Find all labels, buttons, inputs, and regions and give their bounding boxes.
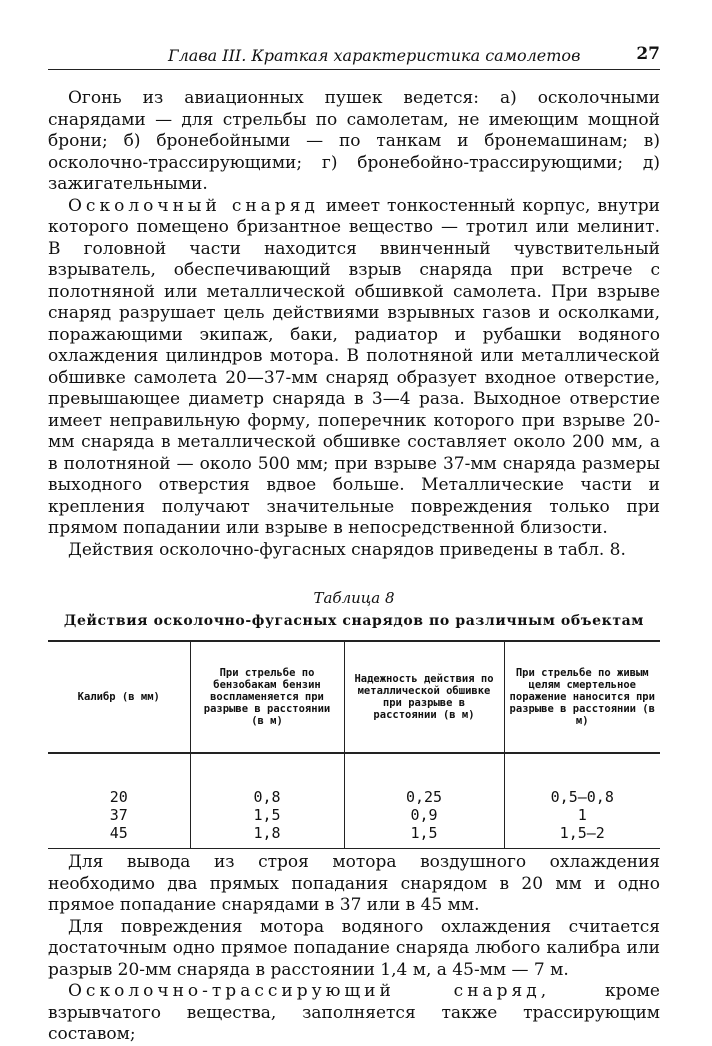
table-title: Действия осколочно-фугасных снарядов по различным объектам xyxy=(63,613,645,629)
page-number: 27 xyxy=(636,44,660,64)
cell-value: 1,5—2 xyxy=(559,824,605,842)
cell-value: 20 xyxy=(109,788,128,806)
cell-value: 0,25 xyxy=(405,788,443,806)
table-cell xyxy=(190,753,344,849)
running-head: Глава III. Краткая характеристика самолетов xyxy=(168,46,581,65)
paragraph-fragmentation-shell xyxy=(48,196,660,540)
cell-value: 1 xyxy=(577,806,587,824)
table-caption: Таблица 8 xyxy=(313,589,395,607)
body-text-lower xyxy=(48,852,660,1046)
cell-value: 1,8 xyxy=(253,824,281,842)
data-table xyxy=(48,640,660,849)
paragraph-water-cooled-engine: Для повреждения мотора водяного охлаждения считается достаточным одно прямое попадание снаряда любого калибра или разрыв 20-мм снаряда в расстоянии 1,4 м, а 45-мм — 7 м. xyxy=(48,916,660,980)
paragraph-tracer-shell xyxy=(48,981,660,1046)
table-cell xyxy=(344,753,504,849)
column-header: При стрельбе по живым целям смертельное поражение наносится при разрыве в расстоянии (в м) xyxy=(504,641,660,753)
cell-value: 0,9 xyxy=(410,806,438,824)
table-cell xyxy=(48,753,190,849)
page-header xyxy=(48,40,660,70)
term-tracer-shell: Осколочно-трассирующий снаряд, xyxy=(68,981,551,1001)
paragraph-cannon-fire: Огонь из авиационных пушек ведется: а) осколочными снарядами — для стрельбы по самолетам, не имеющим мощной брони; б) бронебойными — по танкам и бронемашинам; в) осколочно-трассирующими; г) бронебойно-трассирующими; д) зажигательными. xyxy=(48,88,660,194)
table-row xyxy=(48,753,660,849)
paragraph-table-reference: Действия осколочно-фугасных снарядов приведены в табл. 8. xyxy=(68,539,626,560)
table-cell xyxy=(504,753,660,849)
cell-value: 0,5—0,8 xyxy=(550,788,614,806)
cell-value: 0,8 xyxy=(253,788,281,806)
cell-value: 1,5 xyxy=(410,824,438,842)
column-header: Калибр (в мм) xyxy=(48,641,190,753)
column-header: Надежность действия по металлической обшивке при разрыве в расстоянии (в м) xyxy=(344,641,504,753)
paragraph-tracer-shell-text: кроме взрывчатого вещества, заполняется также трассирующим составом; xyxy=(48,981,660,1044)
paragraph-air-cooled-engine: Для вывода из строя мотора воздушного охлаждения необходимо два прямых попадания снарядом в 20 мм и одно прямое попадание снарядами в 37 или в 45 мм. xyxy=(48,852,660,915)
cell-value: 45 xyxy=(109,824,128,842)
body-text-upper xyxy=(48,88,660,561)
paragraph-fragmentation-shell-text: имеет тонкостенный корпус, внутри которого помещено бризантное вещество — тротил или мелинит. В головной части находится ввинченный чувствительный взрыватель, обеспечивающий взрыв снаряда при встрече с полотняной или металлической обшивкой самолета. При взрыве снаряд разрушает цель действиями взрывных газов и осколками, поражающими экипаж, баки, радиатор и рубашки водяного охлаждения цилиндров мотора. В полотняной или металлической обшивке самолета 20—37-мм снаряд образует входное отверстие, превышающее диаметр снаряда в 3—4 раза. Выходное отверстие имеет неправильную форму, поперечник которого при взрыве 20-мм снаряда в металлической обшивке составляет около 200 мм, а в полотняной — около 500 мм; при взрыве 37-мм снаряда размеры выходного отверстия вдвое больше. Металлические части и крепления получают значительные повреждения только при прямом попадании или взрыве в непосредственной близости. xyxy=(48,195,660,538)
table-header-row xyxy=(48,641,660,753)
cell-value: 1,5 xyxy=(253,806,281,824)
column-header: При стрельбе по бензобакам бензин воспламеняется при разрыве в расстоянии (в м) xyxy=(190,641,344,753)
header-rule xyxy=(48,69,660,70)
cell-value: 37 xyxy=(109,806,128,824)
term-fragmentation-shell: Осколочный снаряд xyxy=(68,195,319,216)
